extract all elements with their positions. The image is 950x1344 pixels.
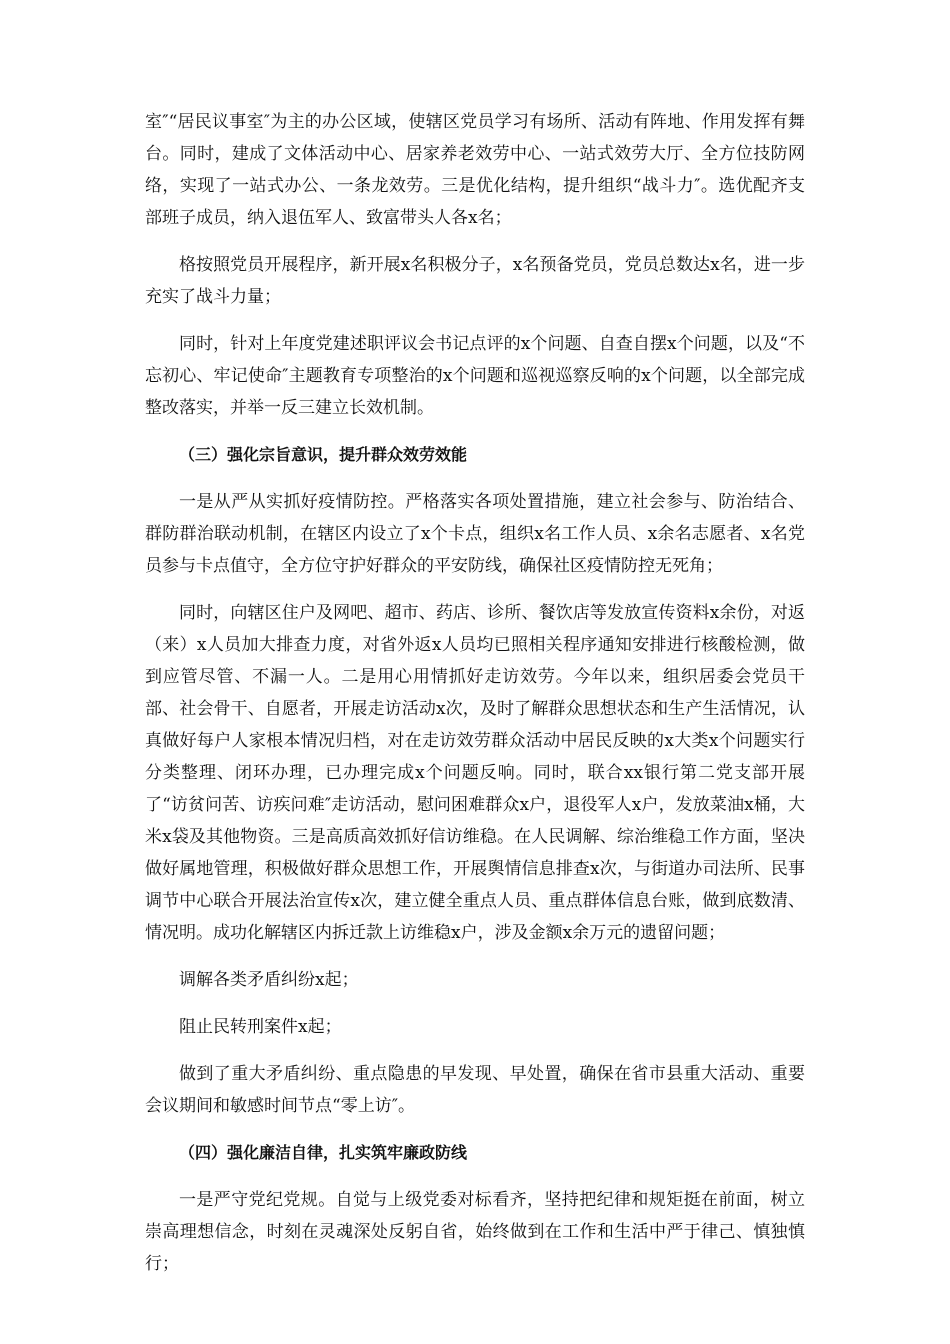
document-page [145,106,805,1295]
paragraph: 同时，向辖区住户及网吧、超市、药店、诊所、餐饮店等发放宣传资料x余份，对返（来）x人员加大排查力度，对省外返x人员均已照相关程序通知安排进行核酸检测，做到应管尽管、不漏一人。二是用心用情抓好走访效劳。今年以来，组织居委会党员干部、社会骨干、自愿者，开展走访活动x次，及时了解群众思想状态和生产生活情况，认真做好每户人家根本情况归档，对在走访效劳群众活动中居民反映的x大类x个问题实行分类整理、闭环办理，已办理完成x个问题反响。同时，联合xx银行第二党支部开展了“访贫问苦、访疾问难″走访活动，慰问困难群众x户，退役军人x户，发放菜油x桶，大米x袋及其他物资。三是高质高效抓好信访维稳。在人民调解、综治维稳工作方面，坚决做好属地管理，积极做好群众思想工作，开展舆情信息排查x次，与街道办司法所、民事调节中心联合开展法治宣传x次，建立健全重点人员、重点群体信息台账，做到底数清、情况明。成功化解辖区内拆迁款上访维稳x户，涉及金额x余万元的遗留问题； [145,603,805,943]
paragraph: 室″“居民议事室″为主的办公区域，使辖区党员学习有场所、活动有阵地、作用发挥有舞台。同时，建成了文体活动中心、居家养老效劳中心、一站式效劳大厅、全方位技防网络，实现了一站式办公、一条龙效劳。三是优化结构，提升组织“战斗力″。选优配齐支部班子成员，纳入退伍军人、致富带头人各x名； [145,112,805,228]
paragraph: 调解各类矛盾纠纷x起； [179,970,359,990]
paragraph: 阻止民转刑案件x起； [179,1017,342,1037]
paragraph: 同时，针对上年度党建述职评议会书记点评的x个问题、自查自摆x个问题，以及“不忘初心、牢记使命″主题教育专项整治的x个问题和巡视巡察反响的x个问题，以全部完成整改落实，并举一反三建立长效机制。 [145,334,805,418]
section-heading: （四）强化廉洁自律，扎实筑牢廉政防线 [179,1143,468,1162]
paragraph: 一是严守党纪党规。自觉与上级党委对标看齐，坚持把纪律和规矩挺在前面，树立崇高理想信念，时刻在灵魂深处反躬自省，始终做到在工作和生活中严于律己、慎独慎行； [145,1190,805,1274]
section-heading: （三）强化宗旨意识，提升群众效劳效能 [179,445,468,464]
paragraph: 一是从严从实抓好疫情防控。严格落实各项处置措施，建立社会参与、防治结合、群防群治联动机制，在辖区内设立了x个卡点，组织x名工作人员、x余名志愿者、x名党员参与卡点值守，全方位守护好群众的平安防线，确保社区疫情防控无死角； [145,492,805,576]
paragraph: 格按照党员开展程序，新开展x名积极分子，x名预备党员，党员总数达x名，进一步充实了战斗力量； [145,255,805,307]
paragraph: 做到了重大矛盾纠纷、重点隐患的早发现、早处置，确保在省市县重大活动、重要会议期间和敏感时间节点“零上访″。 [145,1064,805,1116]
